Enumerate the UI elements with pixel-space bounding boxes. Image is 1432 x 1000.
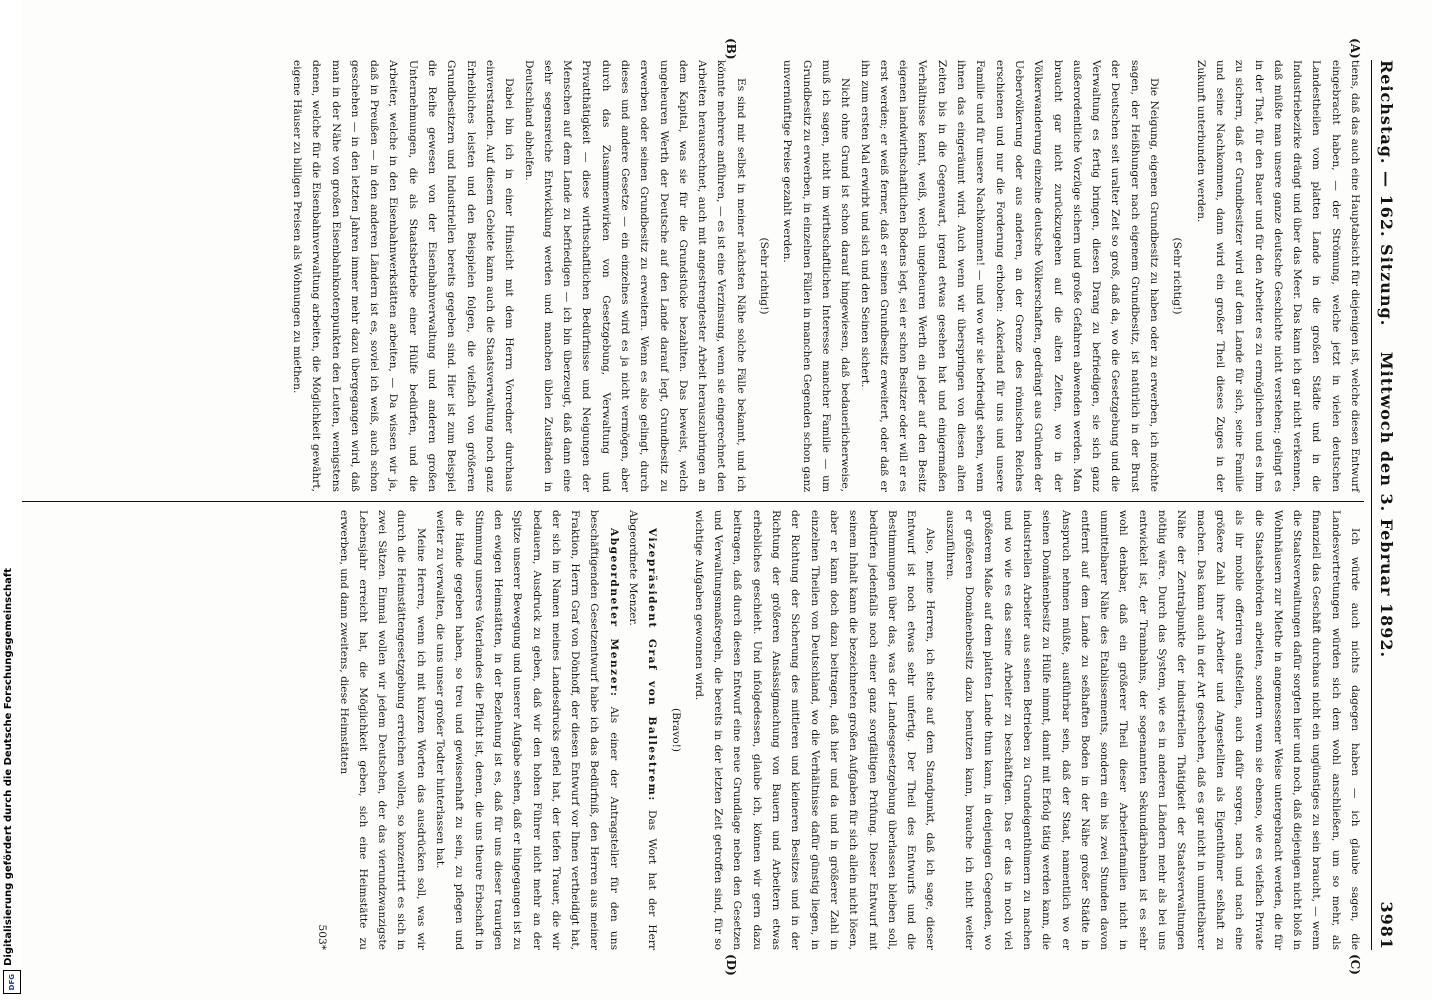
dfg-logo-label: DFG (8, 973, 16, 991)
paragraph: Also, meine Herren, ich stehe auf dem Standpunkt, daß ich sage, dieser Entwurf ist noch etwas sehr unfertig. Der Theil des Entwurfs und die Bestimmungen über das, was der Landesgesetzgebung überlassen bleiben soll, bedürfen jedenfalls noch einer ganz sorgfältigen Prüfung. Dieser Entwurf mit seinem Inhalt kann die bezeichneten großen Aufgaben für sich allein nicht lösen, aber er kann doch dazu beitragen, daß hier und da und in größerer Zahl in einzelnen Theilen von Deutschland, wo die Verhältnisse dafür günstig liegen, in der Richtung der Sicherung des mittleren und kleineren Besitzes und in der Richtung der größeren Ansässigmachung von Bauern und Arbeitern etwas erhebliches geschieht. Und infolgedessen, glaube ich, können wir gern dazu beitragen, daß durch diesen Entwurf eine neue Grundlage neben den Gesetzen und Verwaltungsmaßregeln, die bereits in der letzten Zeit getroffen sind, für so wichtige Aufgaben gewonnen wird. (692, 510, 937, 950)
left-text-column (287, 60, 1364, 492)
page-header (1372, 60, 1396, 950)
digitization-credit-strip (0, 0, 22, 1000)
paragraph: Meine Herren, wenn ich mit kurzen Worten das ausdrücken soll, was wir durch die Heimstättengesetzgebung erreichen wollen, so konzentrirt es sich in zwei Sätzen. Einmal wollen wir jedem Deutschen, der das vierundzwanzigste Lebensjahr erreicht hat, die Möglichkeit geben, sich eine Heimstätte zu erwerben, und dann zweitens, diese Heimstätten (337, 510, 427, 950)
paragraph: Ich würde auch nichts dagegen haben — ich glaube sagen, die Landesvertretungen würden sich dem wohl anschließen, um so mehr, als finanziell das Geschäft durchaus nicht ein ungünstiges zu sein braucht, — wenn die Staatsverwaltungen dafür sorgten hier und noch, daß diejenigen nicht bloß in Wohnhäusern zur Miethe in angemessener Weise untergebracht werden, die für die Staatsbehörden arbeiten, sondern wenn sie ebenso, wie es vielfach Private als ihr mobile offeriren aufstellen, auch dafür sorgen, nach und nach eine größere Zahl ihrer Arbeiter und Angestellten als Eigenthümer seßhaft zu machen. Das kann auch in der Art geschehen, daß es gar nicht in unmittelbarer Nähe der Zentralpunkte der industriellen Thätigkeit der Staatsverwaltungen nöthig wäre. Durch das System, wie es in anderen Ländern mehr als bei uns entwickelt ist, der Trambahns, der sogenannten Sekundärbahnen ist es sehr wohl denkbar, daß ein größerer Theil dieser Arbeiterfamilien nicht in unmittelbarer Nähe des Etablissements, sondern ein bis zwei Stunden davon entfernt auf dem Lande zu seßhaften Boden in der Nähe großer Städte in Anspruch nehmen müßte, ausführbar sein, daß der Staat, namentlich wo er seinen Domänenbesitz zu Hülfe nimmt, damit mit Erfolg tätig werden kann, die industriellen Arbeiter aus seinen Betrieben zu Grundeigenthümern zu machen und wo wie es das seine Arbeiter zu beschäftigen. Das er das in noch viel größerem Maße auf dem platten Lande thun kann, in denjenigen Gegenden, wo er größeren Domänenbesitz dazu benutzen kann, brauche ich nicht weiter auszuführen. (943, 510, 1361, 950)
column-divider (6, 501, 1364, 502)
header-page-number: 3981 (1377, 901, 1396, 950)
right-text-column (312, 510, 1364, 950)
speaker-name: Abgeordneter Menzer: (607, 528, 620, 698)
paragraph: Die Neigung, eigenen Grundbesitz zu haben oder zu erwerben, ich möchte sagen, der Heißhunger nach eigenem Grundbesitz, ist natürlich in der Brust der Deutschen seit uralter Zeit so groß, daß da, wo die Gesetzgebung und die Verwaltung es fertig bringen, diesen Drang zu befriedigen, sie sich ganz außerordentliche Vorzüge sichern und große Gefahren abwenden werden. Man braucht gar nicht zurückzugehen auf die alten Zeiten, wo in der Völkerwanderung einzelne deutsche Völkerschaften, gedrängt aus Gründen der Uebervölkerung oder aus anderen, an der Grenze des römischen Reiches erschienen und nur die Forderung erhoben: Ackerland für uns und unsere Familie und für unsere Nachkommen! — und wo wir sie befriedigt sehen, wenn ihnen das eingeräumt wird. Auch wenn wir überspringen von diesen alten Zeiten bis in die Gegenwart, irgend etwas gesehen hat und einigermaßen Verhältnisse kennt, weiß, welch ungeheuren Werth ein jeder auf den Besitz eigenen landwirthschaftlichen Bodens legt, sei er schon Besitzer oder will er es erst werden; er weiß ferner, daß er seinen Grundbesitz erweitert, oder daß er ihn zum ersten Mal erwirbt und sich und den Seinen sichert. (858, 60, 1161, 492)
paragraph: Dabei bin ich in einer Hinsicht mit dem Herrn Vorredner durchaus einverstanden. Auf diesem Gebiete kann auch die Staatsverwaltung noch ganz Erhebliches leisten und den Beispielen folgen, die vielfach von größeren Grundbesitzern und Industriellen bereits gegeben sind. Hier ist zum Beispiel die Reihe gewesen von der Eisenbahnverwaltung und anderen großen Unternehmungen, die als Staatsbetriebe einer Hülfe bedürfen, und die Arbeiter, welche in den Eisenbahnwerkstätten arbeiten, — Da wissen wir ja, daß in Preußen — in den anderen Ländern ist es, soviel ich weiß, auch schon geschehen — in den letzten Jahren immer mehr dazu übergegangen wird, daß man in der Nähe von großen Eisenbahnknotenpunkten den Leuten, wenigstens denen, welche für die Eisenbahnverwaltung arbeiten, die Möglichkeit gewährt, eigene Häuser zu billigen Preisen als Wohnungen zu miethen. (290, 60, 516, 492)
dfg-logo-icon (3, 970, 21, 994)
speaker-paragraph (623, 510, 662, 950)
speaker-paragraph (430, 510, 623, 950)
paragraph: Es sind mir selbst in meiner nächsten Nähe solche Fälle bekannt, und ich könnte mehrere anführen, — es ist eine Verzinsung, wenn sie eingerechnet den Arbeiten herausrechnet, auch mit angestrengtester Arbeit herauszubringen an dem Kapital, was sie für die Grundstücke bezahlten. Das beweist, welch ungeheuren Werth der Deutsche auf den Lande darauf legt, Grundbesitz zu erwerben oder seinen Grundbesitz zu erweitern. Wenn es also gelingt, durch dieses und andere Gesetze — ein einzelnes wird es ja nicht vermögen, aber durch das Zusammenwirken von Gesetzgebung, Verwaltung und Privatthätigkeit — diese wirthschaftlichen Bedürfnisse und Neigungen der Menschen auf dem Lande zu befriedigen — ich bin überzeugt, daß dann eine sehr segensreiche Entwicklung werden und manchen üblen Zuständen in Deutschland abhelfen. (522, 60, 747, 492)
sheet-signature: 503* (316, 924, 329, 950)
margin-mark-a: (A) (1348, 38, 1362, 59)
interjection: (Sehr richtig!) (758, 237, 771, 315)
speech-text: Das Wort hat der Herr Abgeordnete Menzer. (627, 510, 659, 951)
digitization-credit-text: Digitalisierung gefördert durch die Deutsche Forschungsgemeinschaft (3, 568, 14, 966)
speech-text: Als einer der Antragsteller für den uns beschäftigenden Gesetzentwurf habe ich das Bedürfniß, den Herren aus meiner Fraktion, Herrn Graf von Dönhoff, der diesen Entwurf vor Ihnen vertheidigt hat, der sich im Namen meines Landesdrucks gefiel hat, der tiefen Trauer, die wir bedauern, Ausdruck zu geben, daß wir den hohen Führer nicht mehr an der Spitze unserer Bewegung und unserer Aufgabe sehen, daß er hingegangen ist zu den ewigen Heimstätten, in der Beziehung ist es, daß für uns dieser traurigen Stimmung unseres Vaterlandes die Pflicht ist, denen, die uns theure Erbschaft in die Hände gegeben haben, so treu und gewissenhaft zu sein, zu pflegen und weiter zu verwalten, die uns unser großer Todter hinterlassen hat. (434, 510, 620, 951)
margin-mark-c: (C) (1348, 954, 1362, 975)
header-date: Mittwoch den 3. Februar 1892. (1377, 351, 1396, 659)
header-rule (1371, 60, 1372, 950)
paragraph: tiens, daß das auch eine Hauptabsicht für diejenigen ist, welche diesen Entwurf eingebracht haben, — der Strömung, welche jetzt in vielen deutschen Landestheilen vom platten Lande in die großen Städte und in die Industriebezirke drängt und über das Meer. Das kann ich gar nicht verkennen, daß müßte man unsere ganze deutsche Geschichte nicht verstehen; gelingt es in der That, für den Bauer und für den Arbeiter es zu ermöglichen und es ihm zu sichern, daß er Grundbesitzer wird auf dem Lande für sich, seine Familie und seine Nachkommen, dann wird ein großer Theil dieses Zuges in der Zukunft unterbunden werden. (1194, 60, 1361, 492)
paragraph: Nicht ohne Grund ist schon darauf hingewiesen, daß bedauerlicherweise, muß ich sagen, nicht im wirthschaftlichen Interesse mancher Familie — um Grundbesitz zu erwerben, in einzelnen Fällen in manchen Gegenden schon ganz unvernünftige Preise gezahlt werden. (781, 60, 852, 493)
margin-mark-b: (B) (724, 38, 738, 60)
header-session: Reichstag. — 162. Sitzung. (1377, 60, 1396, 327)
speaker-name: Vizepräsident Graf von Ballestrem: (646, 528, 659, 802)
interjection: (Sehr richtig!) (1171, 237, 1184, 315)
interjection: (Bravo!) (669, 707, 682, 753)
margin-mark-d: (D) (724, 954, 738, 976)
